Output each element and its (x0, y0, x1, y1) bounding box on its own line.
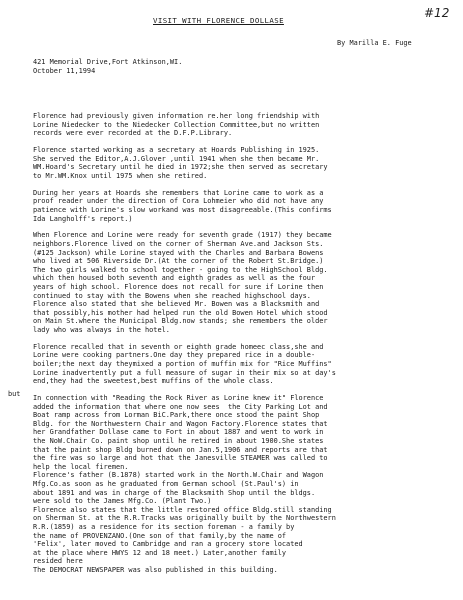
text-line: resided here (33, 557, 83, 566)
text-line: records were ever recorded at the D.F.P.Library. (33, 129, 233, 138)
paragraph (33, 343, 448, 386)
text-line: added the information that where one now sees the City Parking Lot and (33, 402, 328, 411)
document-title: VISIT WITH FLORENCE DOLLASE (153, 16, 284, 25)
text-line: her Grandfather Dollase came to Fort in about 1887 and went to work in (33, 428, 324, 437)
text-line: help the local firemen. (33, 462, 129, 471)
text-line: about 1891 and was in charge of the Blacksmith Shop until the bldgs. (33, 488, 316, 497)
text-line: WM.Hoard's Secretary until he died in 1972;she then served as secretary (33, 163, 328, 172)
text-line: neighbors.Florence lived on the corner of Sherman Ave.and Jackson Sts. (33, 240, 324, 249)
text-line: Bldg. for the Northwestern Chair and Wagon Factory.Florence states that (33, 419, 328, 428)
text-line: Florence also states that the little restored office Bldg.still standing (33, 505, 332, 514)
text-line: the fire was so large and hot that the Janesville STEAMER was called to (33, 454, 328, 463)
text-line: the name of PROVENZANO.(One son of that family,by the name of (33, 531, 287, 540)
text-line: The DEMOCRAT NEWSPAPER was also published in this building. (33, 565, 278, 574)
text-line: 'Felix', later moved to Cambridge and ran a grocery store located (33, 540, 303, 549)
text-line: at the place where HWYS 12 and 18 meet.) Later,another family (33, 548, 287, 557)
text-line: patience with Lorine's slow workand was most disagreeable.(This confirms (33, 205, 332, 214)
text-line: During her years at Hoards she remembers that Lorine came to work as a (33, 188, 324, 197)
text-line: that possibly,his mother had helped run the old Bowen Hotel which stood (33, 308, 328, 317)
text-line: who lived at 506 Riverside Dr.(At the corner of the Robert St.Bridge.) (33, 257, 324, 266)
text-line: Mfg.Co.as soon as he graduated from German school (St.Paul's) in (33, 480, 299, 489)
text-line: When Florence and Lorine were ready for seventh grade (1917) they became (33, 231, 332, 240)
paragraph (33, 231, 448, 334)
text-line: In connection with "Reading the Rock River as Lorine knew it" Florence (33, 394, 324, 403)
text-line: Lorine Niedecker to the Niedecker Collection Committee,but no written (33, 120, 320, 129)
text-line: Boat ramp across from Lorman BiC.Park,there once stood the paint Shop (33, 411, 320, 420)
document-body (33, 112, 448, 583)
text-line: lady who was always in the hotel. (33, 325, 170, 334)
text-line: that the paint shop Bldg burned down on Jan.5,1906 and reports are that (33, 445, 328, 454)
text-line: Lorine were cooking partners.One day they prepared rice in a double- (33, 351, 316, 360)
author-byline: By Marilla E. Fuge (337, 39, 412, 47)
text-line: proof reader under the direction of Cora Lohmeier who did not have any (33, 197, 324, 206)
address-line: 421 Memorial Drive,Fort Atkinson,WI. (33, 58, 183, 66)
paragraph (33, 146, 448, 180)
text-line: the NoW.Chair Co. paint shop until he retired in about 1900.She states (33, 437, 324, 446)
text-line: Lorine inadvertently put a full measure of sugar in their mix so at day's (33, 368, 336, 377)
text-line: The two girls walked to school together - going to the HighSchool Bldg. (33, 265, 328, 274)
text-line: Florence's father (B.1878) started work in the North.W.Chair and Wagon (33, 471, 324, 480)
text-line: which then housed both seventh and eighth grades as well as the four (33, 274, 316, 283)
paragraph (33, 112, 448, 138)
address-block (33, 58, 182, 75)
text-line: were sold to the James Mfg.Co. (Plant Two.) (33, 497, 212, 506)
text-line: Florence recalled that in seventh or eighth grade homeec class,she and (33, 342, 324, 351)
text-line: end,they had the sweetest,best muffins of the whole class. (33, 377, 274, 386)
date-line: October 11,1994 (33, 66, 96, 75)
text-line: Florence also stated that she believed Mr. Bowen was a Blacksmith and (33, 300, 320, 309)
text-line: on Sherman St. at the R.R.Tracks was originally built by the Northwestern (33, 514, 336, 523)
text-line: R.R.(1859) as a residence for its section foreman - a family by (33, 523, 295, 532)
text-line: She served the Editor,A.J.Glover ,until 1941 when she then became Mr. (33, 154, 320, 163)
paragraph (33, 189, 448, 223)
paragraph (33, 394, 448, 574)
text-line: to Mr.WM.Knox until 1975 when she retired. (33, 171, 208, 180)
text-line: years of high school. Florence does not recall for sure if Lorine then (33, 282, 324, 291)
text-line: boiler;the next day theymixed a portion of muffin mix for "Rice Muffins" (33, 360, 332, 369)
handwritten-page-number: #12 (424, 6, 450, 20)
text-line: Florence had previously given information re.her long friendship with (33, 112, 320, 120)
text-line: Florence started working as a secretary at Hoards Publishing in 1925. (33, 146, 320, 155)
text-line: on Main St.where the Municipal Bldg.now stands; she remembers the older (33, 317, 328, 326)
handwritten-margin-note: but (8, 390, 21, 398)
text-line: continued to stay with the Bowens when she reached highschool days. (33, 291, 311, 300)
text-line: Ida Langholff's report.) (33, 214, 133, 223)
text-line: (#125 Jackson) while Lorine stayed with the Charles and Barbara Bowens (33, 248, 324, 257)
